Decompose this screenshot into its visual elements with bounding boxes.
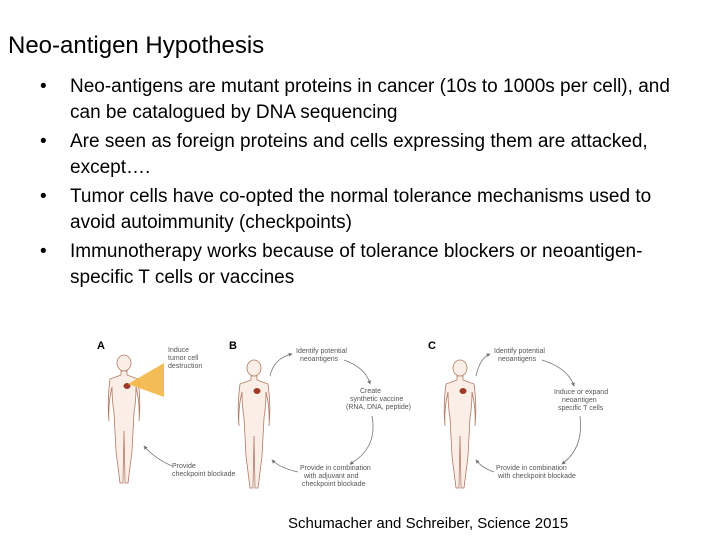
panel-c-label-induce: Induce or expand neoantigen specific T cells: [554, 389, 608, 412]
citation: Schumacher and Schreiber, Science 2015: [288, 515, 569, 532]
figure-svg: [88, 336, 608, 500]
panel-c-label-provide: Provide in combination with checkpoint blockade: [496, 465, 576, 480]
panel-b: [229, 340, 411, 488]
panel-c-letter: C: [428, 340, 436, 352]
arrow-icon: [350, 416, 373, 464]
slide-title: Neo-antigen Hypothesis: [8, 32, 265, 59]
bullet-item: • Immunotherapy works because of tolerance blockers or neoantigen-specific T cells or vaccines: [40, 239, 700, 291]
human-figure-icon: [444, 360, 476, 488]
arrow-icon: [476, 460, 494, 472]
bullet-item: • Neo-antigens are mutant proteins in cancer (10s to 1000s per cell), and can be catalogued by DNA sequencing: [40, 74, 700, 126]
arrow-icon: [272, 460, 298, 472]
panel-c-label-identify: Identify potential neoantigens: [494, 348, 545, 363]
panel-b-label-identify: Identify potential neoantigens: [296, 348, 347, 363]
bullet-list: [40, 74, 700, 294]
panel-c: [428, 340, 608, 488]
arrow-icon: [344, 360, 370, 384]
panel-a-label-top: Induce tumor cell destruction: [168, 347, 203, 370]
panel-a-label-bottom: Provide checkpoint blockade: [172, 463, 236, 478]
bullet-item: • Are seen as foreign proteins and cells expressing them are attacked, except….: [40, 129, 700, 181]
panel-a-letter: A: [97, 340, 105, 352]
panel-b-label-create: Create synthetic vaccine (RNA, DNA, peptide): [346, 388, 411, 411]
arrow-icon: [562, 416, 581, 464]
panel-b-label-provide: Provide in combination with adjuvant and checkpoint blockade: [300, 465, 371, 488]
bullet-item: • Tumor cells have co-opted the normal tolerance mechanisms used to avoid autoimmunity (checkpoints): [40, 184, 700, 236]
human-figure-icon: [108, 355, 140, 483]
panel-b-letter: B: [229, 340, 237, 352]
panel-a: [97, 340, 236, 483]
tumor-icon: [254, 388, 261, 394]
arrow-icon: [144, 446, 172, 466]
arrow-icon: [476, 354, 490, 376]
arrow-icon: [270, 354, 292, 376]
arrow-icon: [542, 360, 574, 386]
immunotherapy-figure: [88, 336, 608, 500]
human-figure-icon: [238, 360, 270, 488]
tumor-icon: [460, 388, 467, 394]
